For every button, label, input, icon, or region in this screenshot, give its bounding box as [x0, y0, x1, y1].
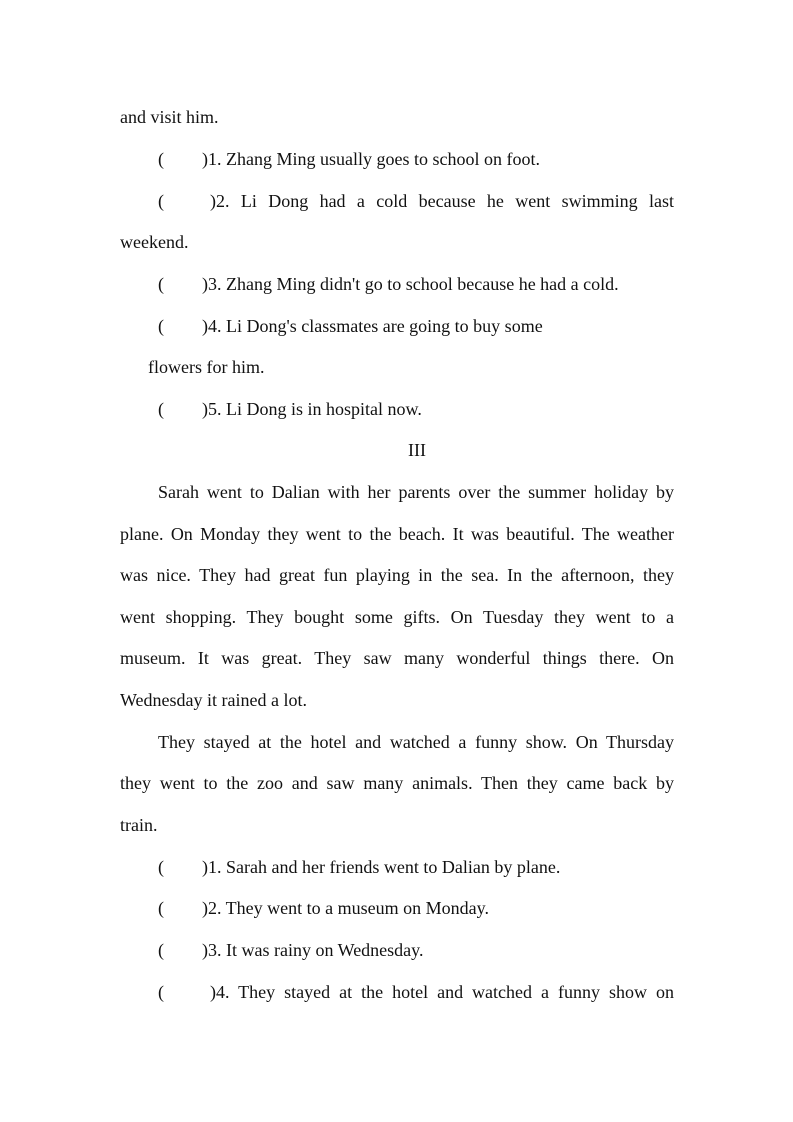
passage-line: was nice. They had great fun playing in the sea. In the afternoon, they	[120, 565, 674, 585]
passage-line: Wednesday it rained a lot.	[120, 690, 307, 710]
passage-line: They stayed at the hotel and watched a funny show. On Thursday	[158, 732, 674, 752]
question-text: )3. It was rainy on Wednesday.	[202, 940, 424, 960]
question-text-continued: weekend.	[120, 232, 189, 252]
answer-blank[interactable]: (	[158, 191, 164, 211]
passage-line: plane. On Monday they went to the beach. It was beautiful. The weather	[120, 524, 674, 544]
question-3-2	[158, 895, 489, 921]
passage-line: Sarah went to Dalian with her parents over the summer holiday by	[158, 482, 674, 502]
passage-line: they went to the zoo and saw many animals. Then they came back by	[120, 773, 674, 793]
question-text-continued: flowers for him.	[148, 357, 265, 377]
question-2-1	[158, 146, 540, 172]
passage-tail: and visit him.	[120, 107, 219, 127]
question-2-2	[158, 188, 674, 214]
question-text: )2. They went to a museum on Monday.	[202, 898, 489, 918]
question-text: )5. Li Dong is in hospital now.	[202, 399, 422, 419]
question-text: )4. They stayed at the hotel and watched a funny show on	[210, 982, 674, 1002]
question-3-4	[158, 979, 674, 1005]
passage-line: went shopping. They bought some gifts. On Tuesday they went to a	[120, 607, 674, 627]
answer-blank[interactable]: (	[158, 898, 164, 918]
question-2-4	[158, 313, 543, 339]
answer-blank[interactable]: (	[158, 274, 164, 294]
answer-blank[interactable]: (	[158, 982, 164, 1002]
section-heading: III	[408, 440, 426, 460]
answer-blank[interactable]: (	[158, 857, 164, 877]
answer-blank[interactable]: (	[158, 316, 164, 336]
question-text: )2. Li Dong had a cold because he went swimming last	[210, 191, 674, 211]
question-3-3	[158, 937, 424, 963]
question-text: )3. Zhang Ming didn't go to school because he had a cold.	[202, 274, 619, 294]
question-text: )4. Li Dong's classmates are going to buy some	[202, 316, 543, 336]
passage-line: train.	[120, 815, 158, 835]
question-2-3	[158, 271, 619, 297]
question-3-1	[158, 854, 560, 880]
answer-blank[interactable]: (	[158, 149, 164, 169]
question-text: )1. Zhang Ming usually goes to school on foot.	[202, 149, 540, 169]
question-2-5	[158, 396, 422, 422]
answer-blank[interactable]: (	[158, 399, 164, 419]
question-text: )1. Sarah and her friends went to Dalian by plane.	[202, 857, 561, 877]
passage-line: museum. It was great. They saw many wonderful things there. On	[120, 648, 674, 668]
answer-blank[interactable]: (	[158, 940, 164, 960]
